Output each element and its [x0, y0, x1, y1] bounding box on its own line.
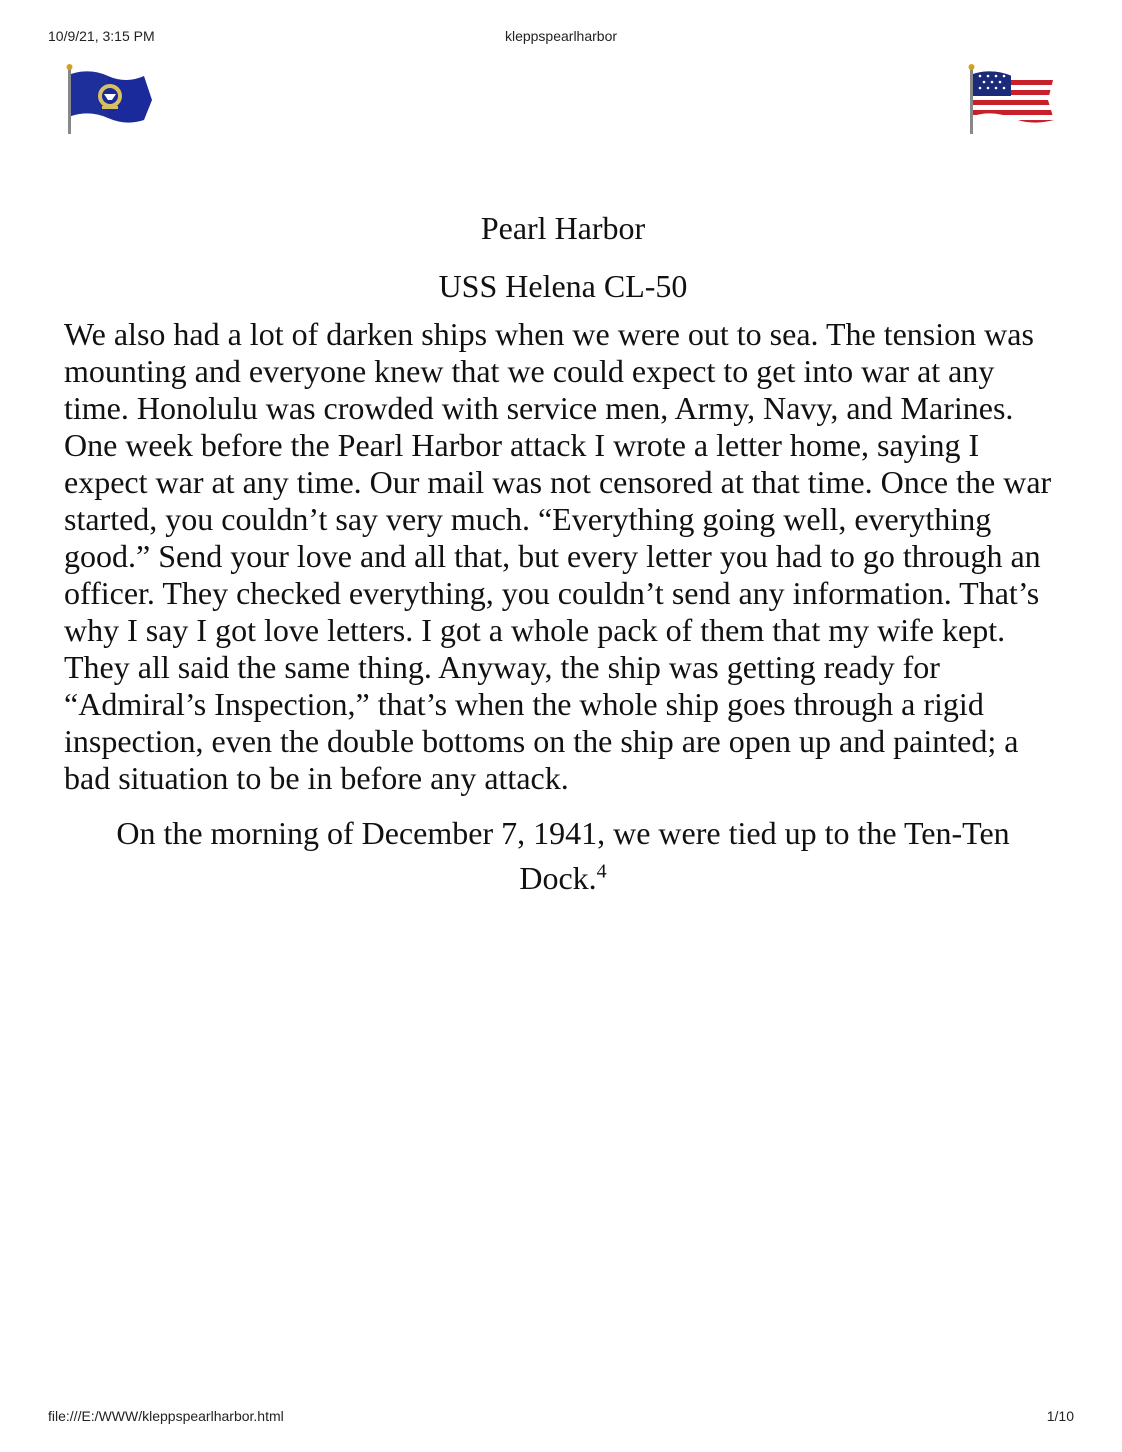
- print-footer: [48, 1408, 1074, 1426]
- page-subtitle: USS Helena CL-50: [438, 268, 688, 304]
- us-flag-icon: [962, 60, 1062, 140]
- closing-text: On the morning of December 7, 1941, we were tied up to the Ten-Ten Dock.: [116, 815, 1010, 896]
- print-datetime: 10/9/21, 3:15 PM: [48, 28, 155, 44]
- footnote-reference[interactable]: 4: [596, 860, 607, 883]
- print-header: [48, 28, 1074, 46]
- print-page-number: 1/10: [1046, 1408, 1074, 1424]
- closing-paragraph: [64, 811, 1062, 901]
- body-paragraph: We also had a lot of darken ships when we were out to sea. The tension was mounting and everyone knew that we could expect to get into war at any time. Honolulu was crowded with service men, Army, Navy, and Marines. One week before the Pearl Harbor attack I wrote a letter home, saying I expect war at any time. Our mail was not censored at that time. Once the war started, you couldn’t say very much. “Everything going well, everything good.” Send your love and all that, but every letter you had to go through an officer. They checked everything, you couldn’t send any information. That’s why I say I got love letters. I got a whole pack of them that my wife kept. They all said the same thing. Anyway, the ship was getting ready for “Admiral’s Inspection,” that’s when the whole ship goes through a rigid inspection, even the double bottoms on the ship are open up and painted; a bad situation to be in before any attack.: [64, 316, 1052, 796]
- article: [64, 206, 1062, 901]
- print-file-path: file:///E:/WWW/kleppspearlharbor.html: [48, 1408, 284, 1424]
- print-page-title: kleppspearlharbor: [504, 28, 618, 44]
- page-title: Pearl Harbor: [480, 210, 646, 246]
- navy-flag-icon: [60, 60, 160, 140]
